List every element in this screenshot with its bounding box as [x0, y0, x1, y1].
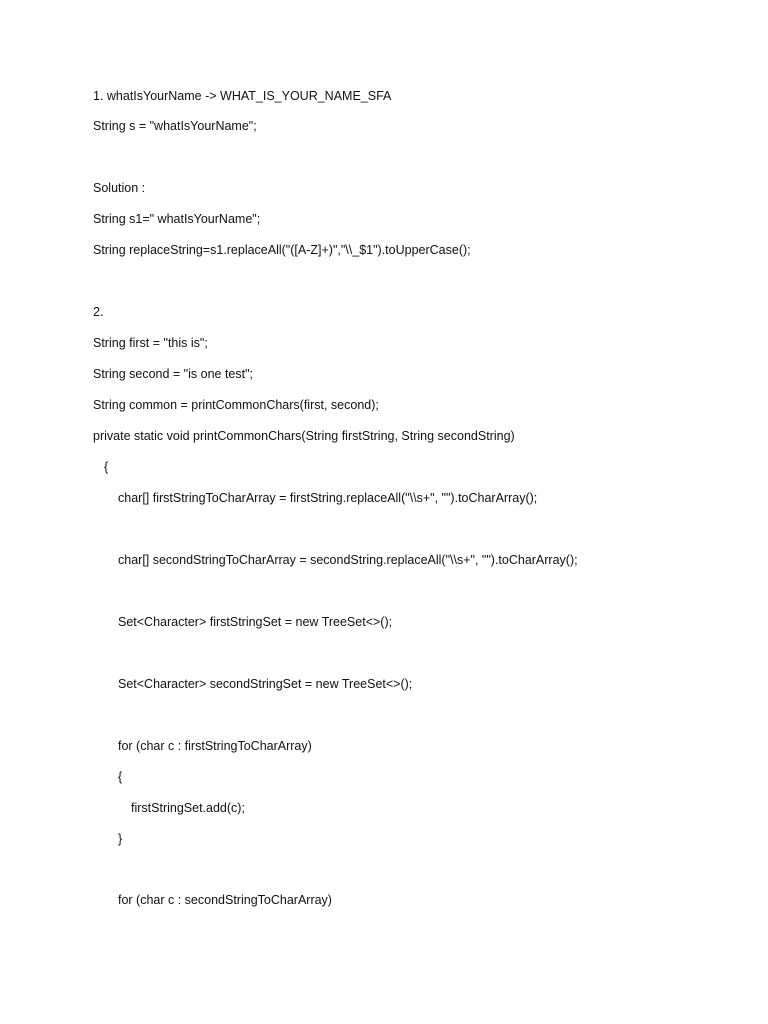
text-line: Set<Character> secondStringSet = new TreeSet<>(); — [118, 677, 413, 691]
text-line: 1. whatIsYourName -> WHAT_IS_YOUR_NAME_SFA — [93, 89, 392, 103]
text-line: 2. — [93, 305, 104, 319]
text-line: private static void printCommonChars(String firstString, String secondString) — [93, 429, 515, 443]
text-line: firstStringSet.add(c); — [131, 801, 245, 815]
text-line: char[] secondStringToCharArray = secondString.replaceAll("\\s+", "").toCharArray(); — [118, 553, 578, 567]
text-line: { — [118, 770, 123, 784]
text-line: String second = "is one test"; — [93, 367, 254, 381]
text-line: String first = "this is"; — [93, 336, 208, 350]
text-line: String s1=" whatIsYourName"; — [93, 212, 261, 226]
text-line: Set<Character> firstStringSet = new TreeSet<>(); — [118, 615, 393, 629]
text-line: for (char c : secondStringToCharArray) — [118, 893, 332, 907]
text-line: } — [118, 832, 123, 846]
text-line: String replaceString=s1.replaceAll("([A-Z]+)","\\_$1").toUpperCase(); — [93, 243, 471, 257]
text-line: { — [104, 460, 109, 474]
text-line: Solution : — [93, 181, 146, 195]
text-line: String common = printCommonChars(first, second); — [93, 398, 379, 412]
text-line: char[] firstStringToCharArray = firstString.replaceAll("\\s+", "").toCharArray(); — [118, 491, 538, 505]
text-line: for (char c : firstStringToCharArray) — [118, 739, 312, 753]
text-line: String s = "whatIsYourName"; — [93, 119, 257, 133]
